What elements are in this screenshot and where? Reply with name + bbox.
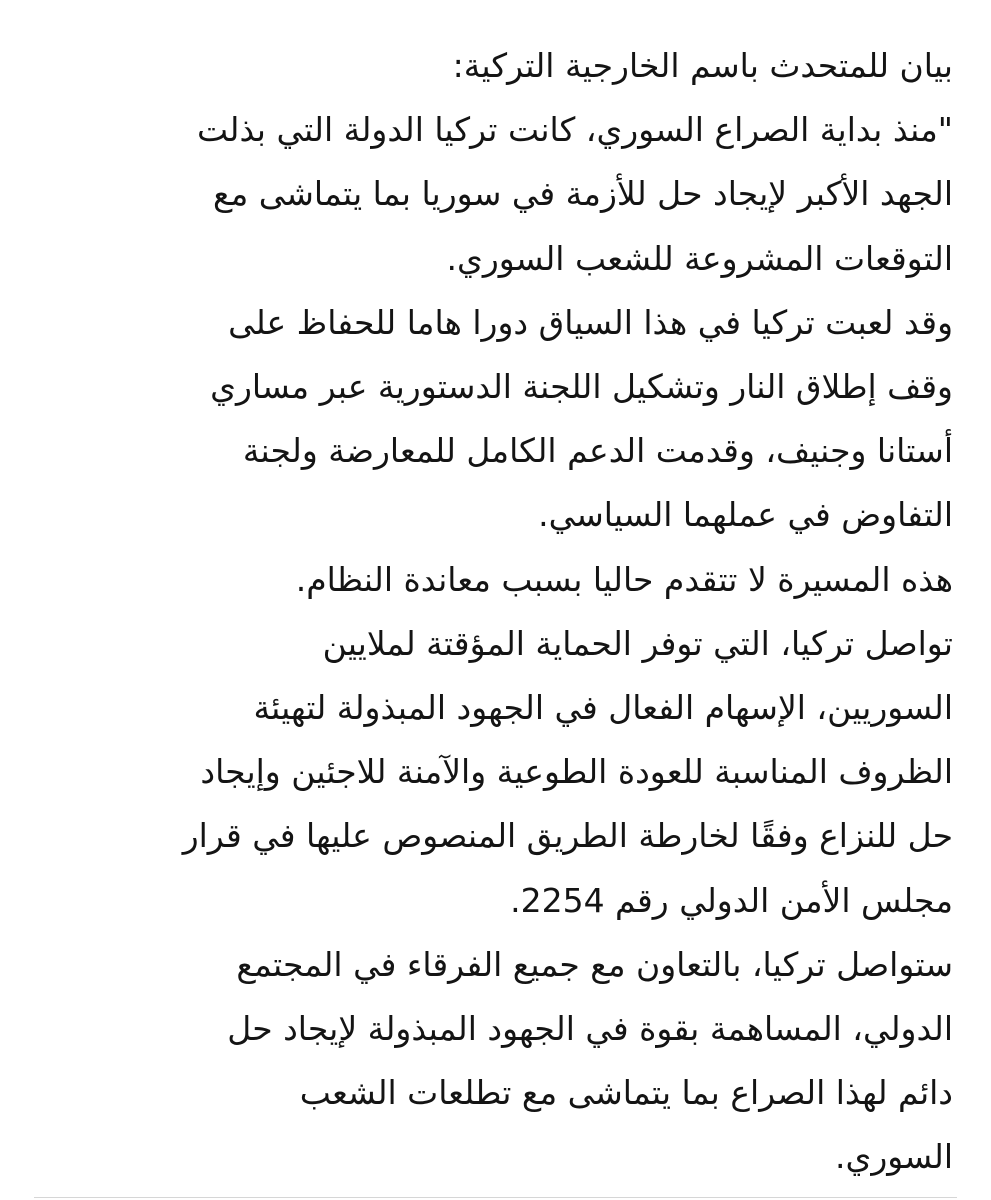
text-line: التوقعات المشروعة للشعب السوري. (446, 238, 953, 278)
text-line: الدولي، المساهمة بقوة في الجهود المبذولة لإيجاد حل (227, 1009, 953, 1049)
text-line: حل للنزاع وفقًا لخارطة الطريق المنصوص عليها في قرار (182, 816, 953, 856)
text-line: "منذ بداية الصراع السوري، كانت تركيا الدولة التي بذلت (197, 110, 953, 150)
text-line: وقف إطلاق النار وتشكيل اللجنة الدستورية عبر مساري (210, 367, 953, 407)
text-line: مجلس الأمن الدولي رقم 2254. (510, 880, 953, 920)
text-line: الجهد الأكبر لإيجاد حل للأزمة في سوريا بما يتماشى مع (213, 174, 953, 214)
statement-heading: بيان للمتحدث باسم الخارجية التركية: (452, 46, 953, 85)
text-line: الظروف المناسبة للعودة الطوعية والآمنة للاجئين وإيجاد (200, 752, 953, 792)
text-line: تواصل تركيا، التي توفر الحماية المؤقتة لملايين (322, 623, 953, 663)
text-line: التفاوض في عملهما السياسي. (538, 495, 953, 535)
text-line: دائم لهذا الصراع بما يتماشى مع تطلعات الشعب (299, 1073, 953, 1113)
text-line: وقد لعبت تركيا في هذا السياق دورا هاما للحفاظ على (228, 302, 953, 342)
text-line: أستانا وجنيف، وقدمت الدعم الكامل للمعارضة ولجنة (242, 431, 953, 471)
divider (34, 1197, 957, 1198)
text-line: هذه المسيرة لا تتقدم حاليا بسبب معاندة النظام. (295, 559, 953, 599)
text-line: السوري. (835, 1137, 953, 1177)
statement-body (38, 34, 953, 1190)
text-line: ستواصل تركيا، بالتعاون مع جميع الفرقاء في المجتمع (236, 944, 953, 984)
text-line: السوريين، الإسهام الفعال في الجهود المبذولة لتهيئة (253, 688, 953, 728)
